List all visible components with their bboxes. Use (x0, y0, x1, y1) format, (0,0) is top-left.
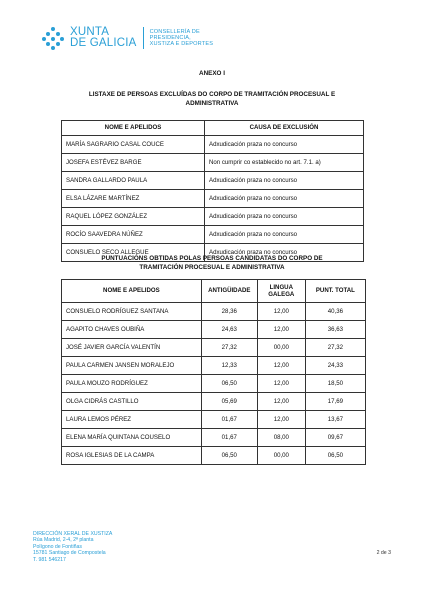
cell-value: 06,50 (201, 447, 257, 465)
table-row (62, 154, 364, 172)
scores-section-title: PUNTUACIÓNS OBTIDAS POLAS PERSOAS CANDIDATAS DO CORPO DE TRAMITACIÓN PROCESUAL E ADMINISTRATIVA (101, 255, 323, 271)
table-row (62, 208, 364, 226)
logo-divider (143, 27, 144, 49)
cell-value: 12,00 (257, 411, 305, 429)
cell-value: 12,00 (257, 321, 305, 339)
cell-name: AGAPITO CHAVES OUBIÑA (62, 321, 202, 339)
excluded-table (61, 120, 364, 262)
cell-value: 40,36 (305, 303, 365, 321)
cell-value: Adxudicación praza no concurso (205, 244, 364, 262)
cell-value: 12,00 (257, 357, 305, 375)
scores-table (61, 279, 366, 465)
excluded-section-title: LISTAXE DE PERSOAS EXCLUÍDAS DO CORPO DE TRAMITACIÓN PROCESUAL E ADMINISTRATIVA (88, 91, 336, 107)
cell-value: 13,67 (305, 411, 365, 429)
column-header: NOME E APELIDOS (62, 280, 202, 303)
cell-value: 06,50 (305, 447, 365, 465)
table-header-row (62, 280, 366, 303)
table-row (62, 357, 366, 375)
brand-name: XUNTA DE GALICIA (70, 26, 137, 49)
department-name: CONSELLERÍA DE PRESIDENCIA, XUSTIZA E DEPORTES (149, 28, 214, 48)
table-row (62, 429, 366, 447)
cell-value: 27,32 (201, 339, 257, 357)
cell-name: PAULA CARMEN JANSEN MORALEJO (62, 357, 202, 375)
cell-name: LAURA LEMOS PÉREZ (62, 411, 202, 429)
cell-value: 00,00 (257, 339, 305, 357)
cell-value: 24,33 (305, 357, 365, 375)
column-header: CAUSA DE EXCLUSIÓN (205, 121, 364, 136)
cell-name: ELSA LÁZARE MARTÍNEZ (62, 190, 205, 208)
table-row (62, 393, 366, 411)
cell-value: 06,50 (201, 375, 257, 393)
cell-value: 12,00 (257, 375, 305, 393)
table-header-row (62, 121, 364, 136)
cell-value: 12,33 (201, 357, 257, 375)
cell-name: OLGA CIDRÁS CASTILLO (62, 393, 202, 411)
column-header: ANTIGÜIDADE (201, 280, 257, 303)
cell-name: CONSUELO RODRÍGUEZ SANTANA (62, 303, 202, 321)
cell-value: Adxudicación praza no concurso (205, 190, 364, 208)
table-row (62, 339, 366, 357)
annex-title: ANEXO I (199, 70, 225, 77)
cell-value: 12,00 (257, 303, 305, 321)
table-row (62, 375, 366, 393)
table-row (62, 303, 366, 321)
cell-value: 01,67 (201, 411, 257, 429)
cell-name: MARÍA SAGRARIO CASAL COUCE (62, 136, 205, 154)
column-header: PUNT. TOTAL (305, 280, 365, 303)
cell-name: JOSEFA ESTÉVEZ BARGE (62, 154, 205, 172)
table-row (62, 136, 364, 154)
footer-address: DIRECCIÓN XERAL DE XUSTIZA Rúa Madrid, 2-4, 2ª planta Polígono de Fontiñas 15781 Santiago de Compostela T. 981 546217 (33, 531, 113, 563)
cell-value: Adxudicación praza no concurso (205, 136, 364, 154)
table-row (62, 447, 366, 465)
cell-name: PAULA MOUZO RODRÍGUEZ (62, 375, 202, 393)
table-row (62, 172, 364, 190)
cell-name: ROCÍO SAAVEDRA NÚÑEZ (62, 226, 205, 244)
cell-value: 09,67 (305, 429, 365, 447)
cell-value: 24,63 (201, 321, 257, 339)
cell-name: RAQUEL LÓPEZ GONZÁLEZ (62, 208, 205, 226)
xunta-crest-icon (42, 27, 64, 49)
cell-value: Adxudicación praza no concurso (205, 226, 364, 244)
cell-name: SANDRA GALLARDO PAULA (62, 172, 205, 190)
cell-name: CONSUELO SECO ALLEGUE (62, 244, 205, 262)
cell-name: ELENA MARÍA QUINTANA COUSELO (62, 429, 202, 447)
cell-value: 17,69 (305, 393, 365, 411)
page-number: 2 de 3 (376, 550, 391, 556)
cell-value: 08,00 (257, 429, 305, 447)
cell-value: Non cumprir co establecido no art. 7.1. a) (205, 154, 364, 172)
cell-value: Adxudicación praza no concurso (205, 208, 364, 226)
cell-value: 00,00 (257, 447, 305, 465)
xunta-logo (42, 27, 213, 49)
table-row (62, 190, 364, 208)
cell-value: Adxudicación praza no concurso (205, 172, 364, 190)
cell-name: ROSA IGLESIAS DE LA CAMPA (62, 447, 202, 465)
cell-value: 18,50 (305, 375, 365, 393)
cell-value: 05,69 (201, 393, 257, 411)
cell-name: JOSÉ JAVIER GARCÍA VALENTÍN (62, 339, 202, 357)
table-row (62, 321, 366, 339)
cell-value: 01,67 (201, 429, 257, 447)
table-row (62, 411, 366, 429)
column-header: NOME E APELIDOS (62, 121, 205, 136)
table-row (62, 226, 364, 244)
cell-value: 12,00 (257, 393, 305, 411)
cell-value: 36,63 (305, 321, 365, 339)
cell-value: 27,32 (305, 339, 365, 357)
column-header: LINGUA GALEGA (257, 280, 305, 303)
cell-value: 28,36 (201, 303, 257, 321)
